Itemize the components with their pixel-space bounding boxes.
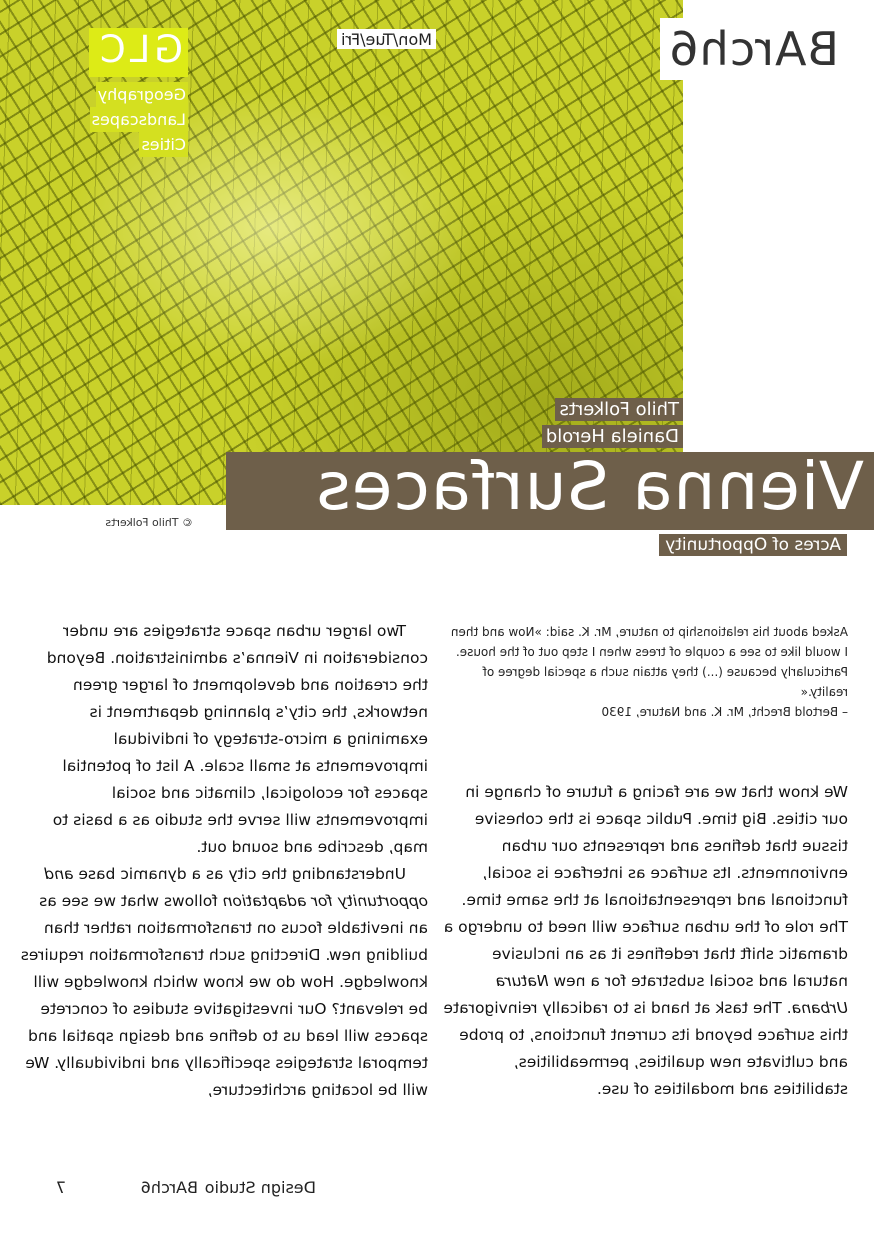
intro-column [443, 779, 848, 1103]
intro-paragraph [443, 779, 848, 1103]
intro-text: We know that we are facing a future of change in our cities. Big time. Public space is the cohesive tissue that defines and represents our urban environments. Its surface as interface is social, functional and representational at the same time. The role of the urban surface will need to undergo a dramatic shift that redefines it as an inclusive natural and social substrate for a new [443, 783, 848, 990]
glc-line-geography: Geography [96, 82, 188, 107]
page-title: Vienna Surfaces [315, 448, 864, 525]
main-column [18, 618, 428, 1104]
epigraph [448, 622, 848, 722]
page-subtitle: Acres of Opportunity [659, 534, 847, 556]
p2-text: Understanding the city as a dynamic base [73, 865, 406, 883]
program-label: BArch6 [660, 18, 847, 80]
glc-line-cities: Cities [139, 132, 188, 157]
epigraph-source: – Bertold Brecht, Mr. K. and Nature, 1930 [601, 705, 848, 719]
intro-text-end: . The task at hand is to radically reinvigorate this surface beyond its current functions, to probe and cultivate new qualities, permeabilities, stabilities and modalities of use. [443, 999, 848, 1098]
photo-credit: © Thilo Folkerts [105, 516, 193, 529]
author-1: Thilo Folkerts [555, 398, 683, 421]
epigraph-text: Asked about his relationship to nature, Mr. K. said: »Now and then I would like to see a couple of trees when I step out of the house. Particularly because (...) they attain such a special degree of reality.« [450, 625, 848, 699]
intro-emphasis: Natura Urbana [495, 972, 848, 1017]
footer-program: BArch6 [140, 1178, 198, 1197]
glc-logo-subtitle [68, 82, 188, 157]
glc-line-landscapes: Landscapes [90, 107, 188, 132]
schedule-days: Mon/Tue/Fri [337, 29, 436, 49]
glc-logo: GLC [95, 28, 183, 71]
p2-emphasis: and opportunity for adaptation [44, 865, 428, 910]
footer-section: Design Studio [204, 1178, 316, 1197]
body-paragraph-2 [18, 861, 428, 1104]
page-number: 7 [55, 1178, 66, 1197]
author-2: Daniela Herold [542, 425, 683, 448]
p2-text-end: follows what we see as an inevitable focus on transformation rather than building new. Directing such transformation requires knowledge. How do we know which knowledge will be relevant? Our investigative studies of concrete spaces will lead us to define and design spatial and temporal strategies specifically and individually. We will be locating architecture, [20, 892, 428, 1099]
body-paragraph-1: Two larger urban space strategies are under consideration in Vienna’s administration. Beyond the creation and development of larger green networks, the city’s planning department is examining a micro-strategy of individual improvements at small scale. A list of potential spaces for ecological, climatic and social improvements will serve the studio as a basis to map, describe and sound out. [46, 622, 428, 856]
